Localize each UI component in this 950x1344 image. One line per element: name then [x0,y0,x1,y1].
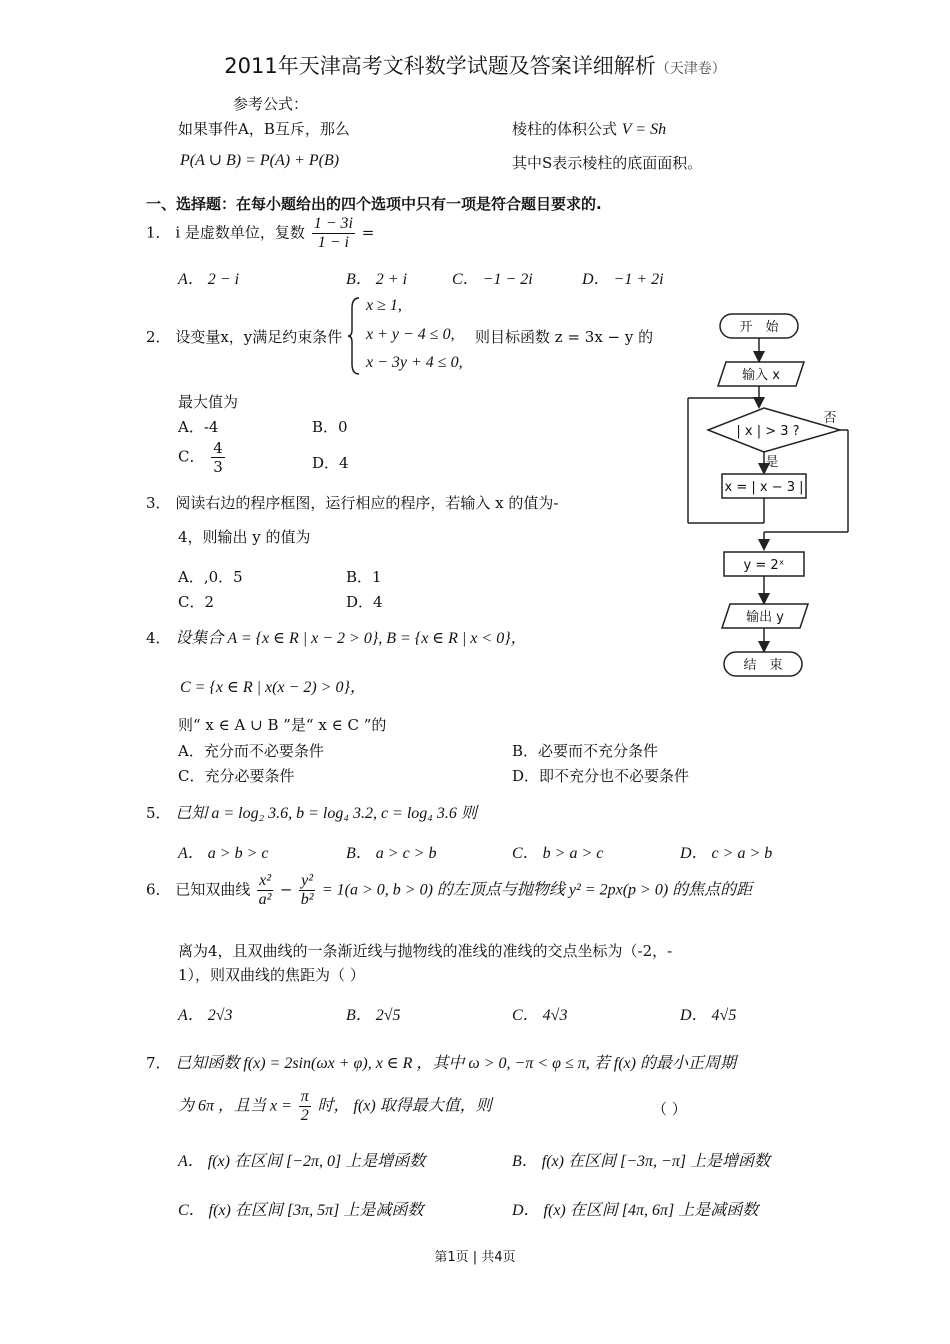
program-flowchart [680,308,860,688]
q2-num-stem [146,326,342,347]
q4-option-b: B．必要而不充分条件 [512,742,659,760]
q7-answer-paren: （ ） [652,1100,687,1118]
q2-brace [347,296,361,376]
q7-pi-num: π [300,1088,309,1105]
q4-option-c: C．充分必要条件 [178,767,295,785]
q4-line1 [146,625,527,648]
q7-pi-fraction [299,1088,311,1125]
section-heading: 一、选择题：在每小题给出的四个选项中只有一项是符合题目要求的. [146,195,602,213]
q2-option-c-label: C． [178,447,205,466]
q6-stem-b: = 1(a > 0, b > 0) 的左顶点与抛物线 y² = 2px(p > 0) 的焦点的距 [321,881,753,899]
q7-option-a: A． f(x) 在区间 [−2π, 0] 上是增函数 [178,1153,426,1170]
q2-c-num: 4 [213,439,223,457]
ref-right-1-text: 棱柱的体积公式 [512,120,618,138]
page-title [0,50,950,80]
q6-f2-den: b² [300,891,314,908]
q5-option-b: B． a > c > b [346,845,437,862]
ref-left-2: P(A ∪ B) = P(A) + P(B) [180,152,340,169]
flow-end-label: 结 束 [743,658,783,673]
flow-output-label: 输出 y [746,610,784,625]
q4-line1-text: 设集合 A = {x ∈ R | x − 2 > 0}, B = {x ∈ R | x < 0}， [175,630,527,647]
q5-line1 [146,800,477,823]
q7-option-d: D． f(x) 在区间 [4π, 6π] 上是减函数 [512,1202,759,1219]
q5-stem: 已知 a = log₂ 3.6, b = log₄ 3.2, c = log₄ 3.6 则 [175,805,477,822]
q7-option-c: C． f(x) 在区间 [3π, 5π] 上是减函数 [178,1202,424,1219]
q3-option-a: A．,0．5 [178,568,243,586]
q6-line1 [146,872,752,909]
q4-option-d: D．即不充分也不必要条件 [512,767,690,785]
q6-option-c: C． 4√3 [512,1007,568,1024]
q3-option-b: B．1 [346,568,382,586]
q3-line2: 4，则输出 y 的值为 [178,528,311,546]
q2-constraint-1: x ≥ 1, [366,297,402,314]
q1-num: 1． [146,223,171,242]
q1-option-c: C． −1 − 2i [452,271,533,288]
q6-minus: − [279,880,293,899]
flow-input-label: 输入 x [742,368,780,383]
q1-option-a: A． 2 − i [178,271,240,288]
q3-stem: 阅读右边的程序框图，运行相应的程序，若输入 x 的值为- [175,494,559,512]
ref-heading: 参考公式： [233,95,309,113]
q2-line2: 最大值为 [178,393,239,411]
q2-option-d: D．4 [312,454,349,472]
q2-option-b: B．0 [312,418,348,436]
q2-constraint-3: x − 3y + 4 ≤ 0, [366,354,463,371]
flow-start-label: 开 始 [739,320,779,335]
q6-f1-den: a² [258,891,272,908]
q7-num: 7． [146,1054,171,1072]
q7-line2 [178,1088,492,1125]
flow-no-label: 否 [823,411,837,426]
ref-right-1-math: V = Sh [621,121,667,138]
ref-left-1: 如果事件A，B互斥，那么 [178,120,350,138]
q6-f1-num: x² [259,872,272,889]
flow-assign-label: x = | x − 3 | [724,480,804,495]
q1-stem: i 是虚数单位，复数 [175,223,305,242]
q6-fraction-x [257,872,273,909]
question-1 [146,215,374,252]
q3-option-c: C．2 [178,593,215,611]
flow-yes-label: 是 [765,455,779,470]
q2-constraint-2: x + y − 4 ≤ 0, [366,326,455,343]
q7-line2-b: 时， f(x) 取得最大值，则 [317,1097,492,1115]
q2-c-den: 3 [213,458,223,476]
q2-option-a: A．-4 [178,418,219,436]
q6-stem-a: 已知双曲线 [175,880,251,899]
q1-tail: = [361,223,375,242]
q1-frac-num: 1 − 3i [313,215,353,232]
q3-option-d: D．4 [346,593,383,611]
q7-line2-a: 为 6π ，且当 x = [178,1097,292,1115]
q1-option-b: B． 2 + i [346,271,408,288]
q4-line3: 则“ x ∈ A ∪ B ”是“ x ∈ C ”的 [178,716,387,734]
q6-num: 6． [146,880,171,899]
q2-tail: 则目标函数 z = 3x − y 的 [475,328,654,346]
q2-stem: 设变量x，y满足约束条件 [175,328,343,346]
q7-option-b: B． f(x) 在区间 [−3π, −π] 上是增函数 [512,1153,771,1170]
q7-line1 [146,1050,736,1073]
q2-num: 2． [146,328,171,346]
q2-option-c-fraction [211,439,225,476]
q4-option-a: A．充分而不必要条件 [178,742,324,760]
q5-num: 5． [146,804,171,822]
q6-option-d: D． 4√5 [680,1007,737,1024]
q6-f2-num: y² [301,872,314,889]
q5-option-a: A． a > b > c [178,845,269,862]
q3-line1 [146,492,558,513]
flow-compute-label: y = 2ˣ [743,558,785,573]
q4-num: 4． [146,629,171,647]
q5-option-d: D． c > a > b [680,845,773,862]
q1-fraction [312,215,355,252]
title-suffix: （天津卷） [655,61,726,77]
page-footer: 第1页 | 共4页 [434,1250,516,1265]
q7-pi-den: 2 [300,1107,309,1124]
q2-option-c [178,439,227,476]
title-text: 2011年天津高考文科数学试题及答案详细解析 [224,54,656,78]
q6-option-b: B． 2√5 [346,1007,401,1024]
q6-line2: 离为4，且双曲线的一条渐近线与抛物线的准线的准线的交点坐标为（-2，- [178,942,673,960]
q1-option-d: D． −1 + 2i [582,271,664,288]
q6-option-a: A． 2√3 [178,1007,233,1024]
q7-line1-text: 已知函数 f(x) = 2sin(ωx + φ), x ∈ R ，其中 ω > 0, −π < φ ≤ π, 若 f(x) 的最小正周期 [175,1055,736,1072]
q5-option-c: C． b > a > c [512,845,604,862]
q6-fraction-y [299,872,315,909]
q1-frac-den: 1 − i [317,234,349,251]
flow-decision-label: | x | > 3 ? [736,424,800,439]
q6-line3: 1），则双曲线的焦距为（ ） [178,966,365,984]
q3-num: 3． [146,494,171,512]
ref-right-2: 其中S表示棱柱的底面面积。 [512,154,703,172]
q4-line2: C = {x ∈ R | x(x − 2) > 0}， [180,679,366,696]
ref-right-1 [512,118,666,139]
